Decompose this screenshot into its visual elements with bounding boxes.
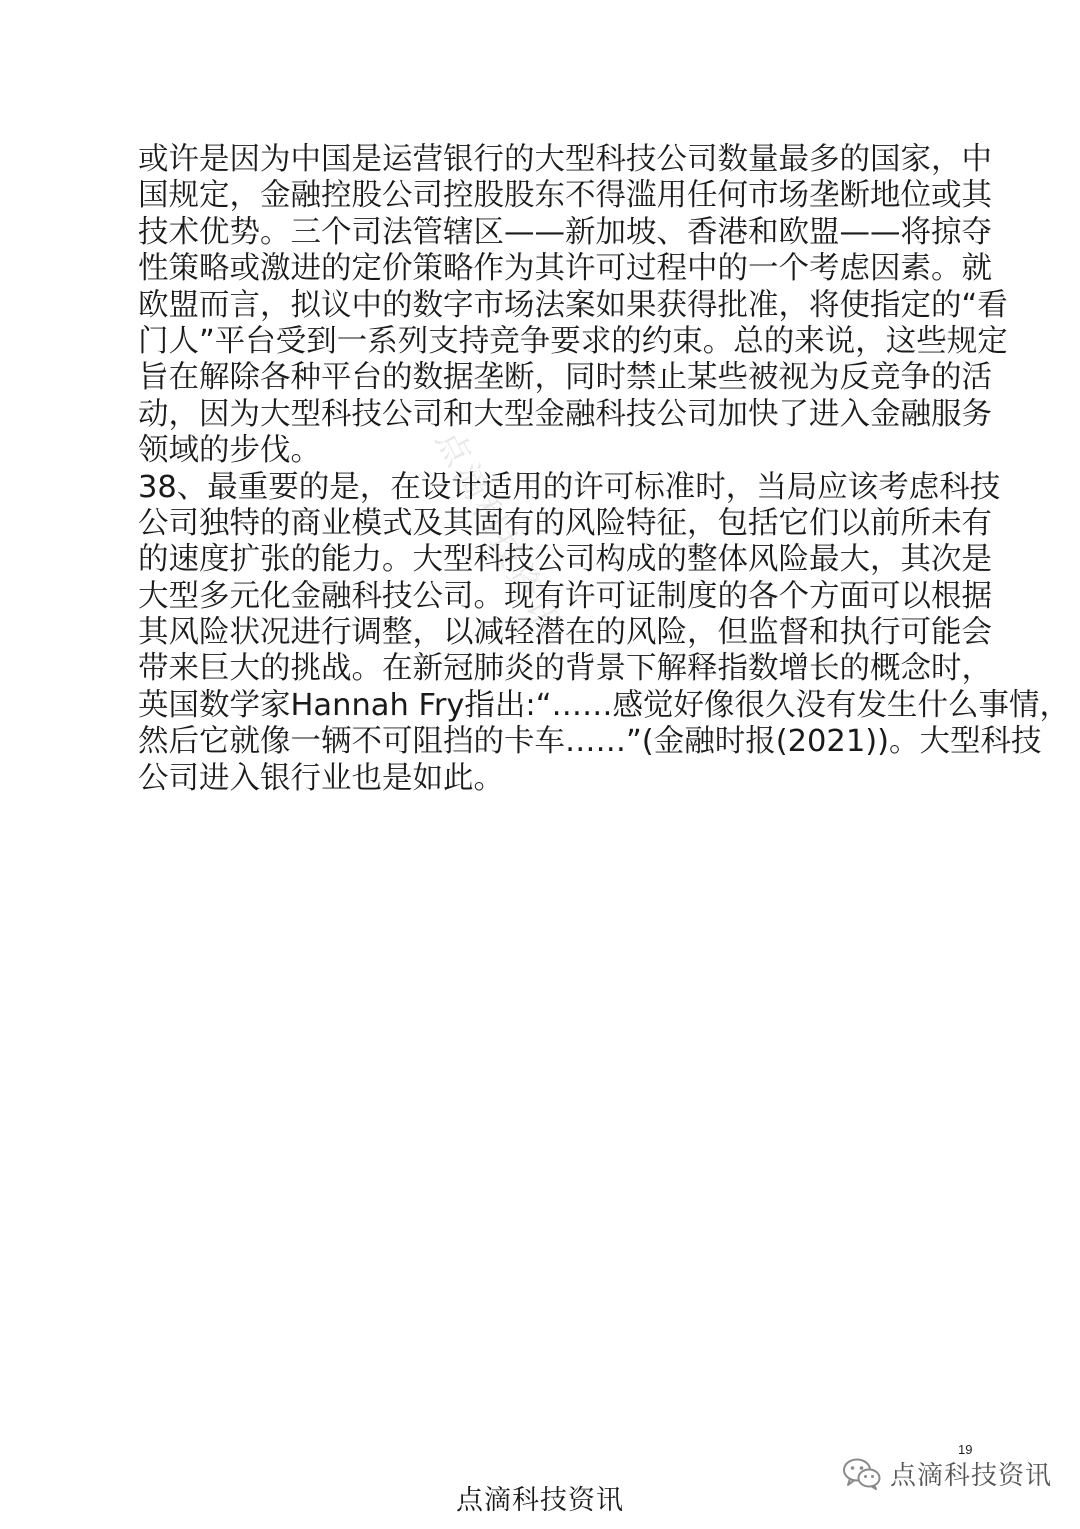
body-line: 动，因为大型科技公司和大型金融科技公司加快了进入金融服务 <box>138 396 992 432</box>
wechat-icon <box>842 1457 882 1491</box>
body-line: 公司进入银行业也是如此。 <box>138 760 504 796</box>
wechat-account-label: 点滴科技资讯 <box>890 1461 1053 1491</box>
page-number: 19 <box>958 1442 973 1457</box>
watermark: 点滴科技资讯 <box>427 423 570 644</box>
body-line: 旨在解除各种平台的数据垄断，同时禁止某些被视为反竞争的活 <box>138 360 992 396</box>
body-line: 38、最重要的是，在设计适用的许可标准时，当局应该考虑科技 <box>138 469 1001 505</box>
body-line: 大型多元化金融科技公司。现有许可证制度的各个方面可以根据 <box>138 578 992 614</box>
body-line: 门人”平台受到一系列支持竞争要求的约束。总的来说，这些规定 <box>138 323 1008 359</box>
body-line: 英国数学家Hannah Fry指出:“……感觉好像很久没有发生什么事情， <box>138 687 1070 723</box>
body-line: 的速度扩张的能力。大型科技公司构成的整体风险最大，其次是 <box>138 542 992 578</box>
footer-title: 点滴科技资讯 <box>456 1485 624 1516</box>
body-line: 然后它就像一辆不可阻挡的卡车……”(金融时报(2021))。大型科技 <box>138 724 1042 760</box>
body-line: 性策略或激进的定价策略作为其许可过程中的一个考虑因素。就 <box>138 251 992 287</box>
body-line: 或许是因为中国是运营银行的大型科技公司数量最多的国家，中 <box>138 142 992 177</box>
body-line: 公司独特的商业模式及其固有的风险特征，包括它们以前所未有 <box>138 505 992 541</box>
wechat-account-badge <box>842 1455 1052 1492</box>
body-line: 国规定，金融控股公司控股股东不得滥用任何市场垄断地位或其 <box>138 178 992 214</box>
body-line: 欧盟而言，拟议中的数字市场法案如果获得批准，将使指定的“看 <box>138 287 1008 323</box>
body-line: 技术优势。三个司法管辖区——新加坡、香港和欧盟——将掠夺 <box>138 214 992 250</box>
body-line: 领域的步伐。 <box>138 433 321 469</box>
body-line: 带来巨大的挑战。在新冠肺炎的背景下解释指数增长的概念时， <box>138 651 992 687</box>
document-body <box>138 142 1070 797</box>
body-line: 其风险状况进行调整，以减轻潜在的风险，但监督和执行可能会 <box>138 615 992 651</box>
